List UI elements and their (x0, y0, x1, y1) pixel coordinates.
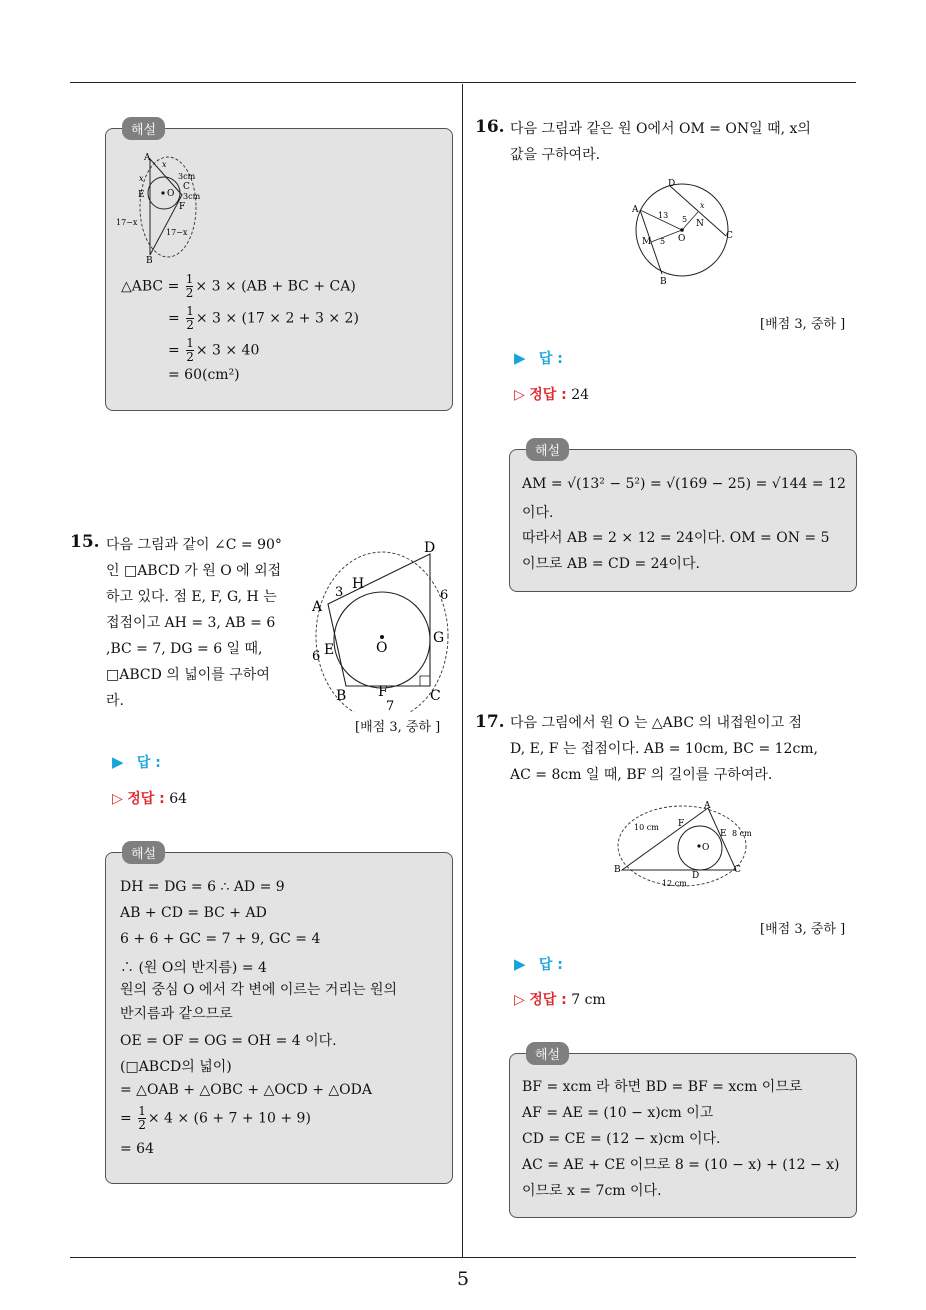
q16-number: 16. (475, 117, 505, 137)
q14-label-17x-a: 17−x (116, 218, 138, 227)
q14-label-O: O (167, 189, 175, 199)
q16-correct-value: 24 (571, 387, 590, 403)
correct-arrow-icon: ▷ (112, 791, 123, 807)
q15-label-3: 3 (335, 585, 344, 600)
q15-correct: ▷ 정답 : 64 (112, 791, 188, 807)
q14-label-3cm-a: 3cm (178, 172, 196, 181)
solution-tag: 해설 (122, 841, 165, 864)
answer-arrow-icon: ▶ (514, 349, 526, 367)
q15-label-6-left: 6 (312, 649, 321, 664)
q15-sol-line-3: 6 + 6 + GC = 7 + 9, GC = 4 (120, 931, 321, 947)
q14-label-B: B (146, 256, 153, 263)
q17-sol-line-1: BF = xcm 라 하면 BD = BF = xcm 이므로 (522, 1079, 803, 1095)
q16-label-B: B (660, 277, 667, 287)
top-rule (70, 82, 856, 83)
q15-sol-line-6: 반지름과 같으므로 (120, 1006, 233, 1022)
q16-label-M: M (642, 237, 652, 247)
q17-figure (612, 798, 752, 890)
q16-label-A: A (632, 205, 639, 215)
column-divider (462, 84, 463, 1258)
q17-label-O: O (702, 843, 710, 853)
q16-label-C: C (726, 231, 733, 241)
q14-line-2: = $\frac{1}{2}$ × 3 × (17 × 2 + 3 × 2) (168, 304, 359, 332)
solution-tag: 해설 (122, 117, 165, 140)
q16-figure (630, 178, 740, 288)
correct-arrow-icon: ▷ (514, 992, 525, 1008)
q15-sol-line-5: 원의 중심 O 에서 각 변에 이르는 거리는 원의 (120, 982, 397, 998)
q16-label-5a: 5 (682, 215, 688, 224)
q17-sol-line-4: AC = AE + CE 이므로 8 = (10 − x) + (12 − x) (522, 1157, 840, 1173)
q15-sol-line-2: AB + CD = BC + AD (120, 905, 267, 921)
q16-label-O: O (678, 234, 686, 244)
q14-line-3: = $\frac{1}{2}$ × 3 × 40 (168, 336, 260, 364)
q15-sol-line-11: = 64 (120, 1141, 154, 1157)
q17-label-B: B (614, 865, 621, 875)
q15-sol-line-7: OE = OF = OG = OH = 4 이다. (120, 1033, 337, 1049)
q15-sol-line-10: = $\frac{1}{2}$ × 4 × (6 + 7 + 10 + 9) (120, 1104, 311, 1132)
q15-label-E: E (324, 642, 335, 658)
answer-arrow-icon: ▶ (112, 753, 124, 771)
q15-figure (306, 536, 456, 712)
q14-label-A: A (144, 153, 151, 163)
q17-correct: ▷ 정답 : 7 cm (514, 992, 606, 1008)
q17-answer: ▶ 답 : (514, 955, 563, 973)
q15-correct-value: 64 (169, 791, 188, 807)
q14-label-C: C (183, 182, 190, 192)
bottom-rule (70, 1257, 856, 1258)
q14-label-17x-b: 17−x (166, 228, 188, 237)
q15-label-B: B (336, 688, 347, 704)
q17-label-C: C (734, 865, 741, 875)
q15-answer: ▶ 답 : (112, 753, 161, 771)
q15-label-6-right: 6 (440, 588, 449, 603)
q16-answer: ▶ 답 : (514, 349, 563, 367)
q16-meta: [배점 3, 중하 ] (760, 317, 846, 332)
q15-label-C: C (430, 688, 441, 704)
page-number: 5 (456, 1268, 470, 1290)
q16-text: 다음 그림과 같은 원 O에서 OM = ON일 때, x의 값을 구하여라. (510, 121, 811, 163)
q17-label-D: D (692, 871, 700, 881)
q17-label-8cm: 8 cm (732, 829, 752, 838)
answer-arrow-icon: ▶ (514, 955, 526, 973)
q16-label-5b: 5 (660, 237, 666, 246)
q14-solution-box (105, 123, 453, 411)
q14-label-3cm-b: 3cm (183, 192, 201, 201)
q17-label-E: E (720, 829, 727, 839)
q16-label-x: x (700, 201, 705, 210)
q17-correct-value: 7 cm (571, 992, 606, 1008)
q14-line-4: = 60(cm²) (168, 367, 240, 383)
q16-sol-line-4: 이므로 AB = CD = 24이다. (522, 556, 700, 572)
q17-solution-box (509, 1048, 857, 1218)
q14-label-x2: x (139, 174, 144, 183)
q14-figure (112, 151, 232, 263)
q15-label-O: O (376, 640, 388, 656)
solution-tag: 해설 (526, 1042, 569, 1065)
q17-sol-line-2: AF = AE = (10 − x)cm 이고 (522, 1105, 714, 1121)
q14-line-1: △ABC = $\frac{1}{2}$ × 3 × (AB + BC + CA) (121, 272, 356, 300)
q16-sol-line-2: 이다. (522, 505, 554, 521)
correct-arrow-icon: ▷ (514, 387, 525, 403)
q17-sol-line-5: 이므로 x = 7cm 이다. (522, 1183, 662, 1199)
q15-solution-box (105, 847, 453, 1184)
q16-label-N: N (696, 219, 704, 229)
q16-sol-line-3: 따라서 AB = 2 × 12 = 24이다. OM = ON = 5 (522, 530, 830, 546)
q17-label-A: A (704, 801, 711, 811)
q15-number: 15. (70, 532, 100, 552)
q15-sol-line-1: DH = DG = 6 ∴ AD = 9 (120, 879, 285, 895)
q15-label-F: F (378, 684, 388, 700)
q16-sol-line-1: AM = √(13² − 5²) = √(169 − 25) = √144 = 12 (522, 476, 846, 492)
q16-correct: ▷ 정답 : 24 (514, 387, 590, 403)
q15-label-D: D (424, 540, 436, 556)
q14-label-F: F (179, 202, 186, 212)
q15-label-7: 7 (386, 699, 395, 712)
q15-label-A: A (312, 599, 323, 615)
q17-meta: [배점 3, 중하 ] (760, 922, 846, 937)
q15-sol-line-8: (□ABCD의 넓이) (120, 1059, 232, 1075)
solution-tag: 해설 (526, 438, 569, 461)
q17-label-F: F (678, 819, 685, 829)
q17-label-12cm: 12 cm (662, 879, 687, 888)
q14-label-E: E (138, 190, 145, 200)
q15-label-H: H (352, 576, 365, 592)
q16-solution-box (509, 444, 857, 592)
q17-text: 다음 그림에서 원 O 는 △ABC 의 내접원이고 점 D, E, F 는 접점이다. AB = 10cm, BC = 12cm, AC = 8cm 일 때, BF 의 길이를 구하여라. (510, 715, 819, 783)
q15-text: 다음 그림과 같이 ∠C = 90° 인 □ABCD 가 원 O 에 외접 하고 있다. 점 E, F, G, H 는 접점이고 AH = 3, AB = 6 ,BC = 7, DG = 6 일 때, □ABCD 의 넓이를 구하여 라. (106, 537, 282, 709)
q15-label-G: G (433, 630, 445, 646)
q14-label-x1: x (162, 160, 167, 169)
q17-number: 17. (475, 712, 505, 732)
q16-label-D: D (668, 179, 676, 189)
q15-sol-line-4: ∴ (원 O의 반지름) = 4 (120, 960, 267, 976)
q17-sol-line-3: CD = CE = (12 − x)cm 이다. (522, 1131, 721, 1147)
q15-sol-line-9: = △OAB + △OBC + △OCD + △ODA (120, 1082, 372, 1098)
q16-label-13: 13 (658, 211, 669, 220)
q17-label-10cm: 10 cm (634, 823, 659, 832)
q15-meta: [배점 3, 중하 ] (355, 720, 441, 735)
